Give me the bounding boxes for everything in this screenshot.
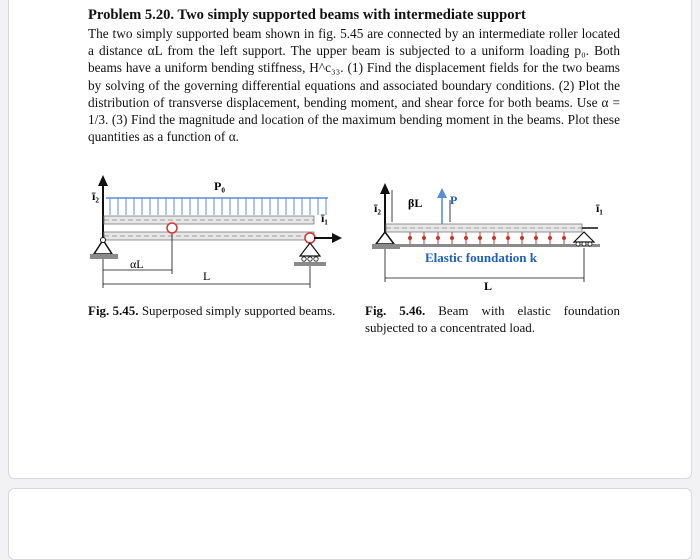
problem-line: force for both beams. Use α = 1/3. (3) Find the magnitude and location of the maximum bbox=[88, 94, 620, 128]
axis-i1-upper-label: ī₁ bbox=[321, 211, 328, 225]
force-label: P bbox=[450, 193, 458, 207]
right-ground bbox=[294, 262, 326, 266]
problem-title: Problem 5.20. Two simply supported beams with intermediate support bbox=[88, 7, 526, 23]
caption-lead: Fig. 5.45. bbox=[88, 303, 139, 318]
caption-text: Beam with elastic foundation subjected to a concentrated load. bbox=[365, 303, 620, 335]
next-content-card bbox=[8, 488, 692, 560]
elastic-foundation-springs bbox=[408, 236, 566, 240]
axis-i2-arrowhead bbox=[380, 183, 390, 194]
left-ground bbox=[372, 244, 400, 249]
dim-L-label: L bbox=[203, 269, 211, 283]
left-pin-support bbox=[376, 232, 394, 244]
problem-line: the two beams by solving of the governing differential equations and associated boundary bbox=[88, 60, 620, 93]
dim-L-label: L bbox=[484, 279, 493, 292]
intermediate-roller bbox=[167, 223, 177, 233]
axis-i2-arrowhead bbox=[98, 175, 108, 186]
figure-5-45 bbox=[88, 170, 348, 295]
right-roller-support bbox=[300, 243, 320, 256]
problem-line: The two simply supported beam shown in fig. 5.45 are connected by an intermediate roller bbox=[88, 26, 578, 41]
axis-i2-label: ī₂ bbox=[92, 189, 99, 203]
caption-text: Superposed simply supported beams. bbox=[141, 303, 336, 318]
load-label: P₀ bbox=[214, 179, 225, 193]
right-roller-support bbox=[574, 232, 594, 242]
problem-statement bbox=[88, 25, 620, 145]
problem-line: bending moment in the beams. Plot these quantities as a function of α. bbox=[88, 112, 621, 145]
foundation-ground bbox=[388, 244, 600, 247]
caption-lead: Fig. 5.46. bbox=[365, 303, 426, 318]
distributed-load-arrows bbox=[110, 198, 326, 215]
beta-label: βL bbox=[408, 196, 423, 210]
force-arrowhead bbox=[437, 188, 447, 198]
caption-fig-5-45 bbox=[88, 302, 343, 319]
dim-alpha-label: αL bbox=[130, 257, 144, 271]
problem-line: located a distance αL from the left support. The upper beam is subjected to a uniform loading bbox=[88, 26, 620, 59]
axis-i2-label: ī₂ bbox=[374, 201, 381, 215]
figure-5-46 bbox=[370, 182, 620, 292]
problem-text bbox=[88, 6, 620, 145]
caption-fig-5-46 bbox=[365, 302, 620, 336]
axis-i1-arrowhead bbox=[332, 233, 342, 243]
right-roller bbox=[305, 233, 315, 243]
problem-line: conditions. (2) Plot the distribution of transverse displacement, bending moment, and shear bbox=[88, 77, 621, 110]
problem-line: p₀. Both beams have a uniform bending stiffness, H^c₃₃. (1) Find the displacement fields for bbox=[88, 43, 621, 76]
axis-i1-label: ī₁ bbox=[596, 201, 603, 215]
foundation-label: Elastic foundation k bbox=[425, 250, 537, 265]
left-ground bbox=[90, 254, 118, 259]
